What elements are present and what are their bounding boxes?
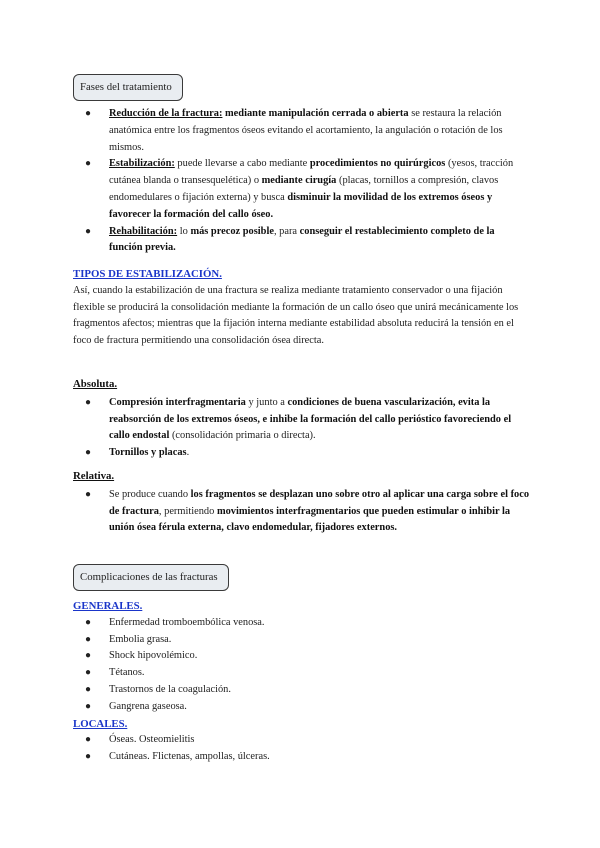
stabilization-paragraph: Así, cuando la estabilización de una fractura se realiza mediante tratamiento conservador o una fijación flexible se producirá la consolidación mediante la formación de un callo óseo que unirá mecánicamente los fragmentos afectos; mientras que la fijación interna mediante estabilidad absoluta reducirá la tensión en el foco de fractura permitiendo una consolidación ósea directa. <box>73 284 519 347</box>
list-item <box>73 156 530 223</box>
bullet-icon: ● <box>85 751 92 763</box>
item-text: lo <box>179 225 188 237</box>
bullet-icon: ● <box>85 108 92 119</box>
subheading-absolute: Absoluta. <box>73 378 118 390</box>
item-text: Trastornos de la coagulación. <box>109 683 231 695</box>
section-box-complications <box>73 564 229 591</box>
item-label: Rehabilitación: <box>109 225 178 237</box>
list-item <box>73 665 530 682</box>
item-text: Cutáneas. Flictenas, ampollas, úlceras. <box>109 751 270 763</box>
item-strong: disminuir la movilidad de los extremos óseos y favorecer la formación del callo óseo. <box>109 191 493 220</box>
subheading-relative: Relativa. <box>73 470 115 482</box>
section-box-title: Complicaciones de las fracturas <box>80 571 218 583</box>
item-text: Se produce cuando <box>109 488 189 500</box>
item-strong: los fragmentos se desplazan uno sobre otro al aplicar una carga sobre el foco de fractura <box>109 488 530 517</box>
item-label: Estabilización: <box>109 158 175 170</box>
item-text: , permitiendo <box>158 505 215 517</box>
item-text: Shock hipovolémico. <box>109 650 198 662</box>
item-text: y junto a <box>248 396 285 408</box>
item-text: se restaura la relación anatómica entre los fragmentos óseos evitando el acortamiento, la angulación o rotación de los mismos. <box>109 108 503 153</box>
list-item <box>73 224 530 258</box>
bullet-icon: ● <box>85 616 92 628</box>
item-text: Tétanos. <box>109 667 145 679</box>
bullet-icon: ● <box>85 734 92 746</box>
list-item <box>73 106 530 156</box>
item-strong: condiciones de buena vascularización, evita la reabsorción de los extremos óseos, e inhibe la formación del callo perióstico favoreciendo el callo endostal <box>109 396 512 442</box>
bullet-icon: ● <box>85 633 92 645</box>
list-item <box>73 648 530 665</box>
item-text: , para <box>273 225 298 237</box>
bullet-icon: ● <box>85 225 92 237</box>
absolute-section <box>73 376 530 462</box>
item-text: (consolidación primaria o directa). <box>171 430 316 442</box>
stabilization-section <box>73 266 530 350</box>
item-strong: mediante cirugía <box>261 175 337 187</box>
item-text: . <box>186 447 190 459</box>
list-item <box>73 615 530 632</box>
item-text: puede llevarse a cabo mediante <box>177 158 308 170</box>
item-text: Enfermedad tromboembólica venosa. <box>109 616 265 628</box>
item-text: (placas, tornillos a compresión, clavos endomedulares o fijación externa) y busca <box>109 175 499 203</box>
item-strong: mediante manipulación cerrada o abierta <box>225 108 409 119</box>
list-item <box>73 487 530 537</box>
item-strong: Tornillos y placas <box>109 447 187 459</box>
list-item <box>73 732 530 749</box>
bullet-icon: ● <box>85 396 92 408</box>
treatment-phases-list <box>73 106 530 257</box>
item-text: Embolia grasa. <box>109 633 172 645</box>
list-item <box>73 682 530 699</box>
item-strong: Compresión interfragmentaria <box>109 396 246 408</box>
subheading-local: LOCALES. <box>73 717 128 730</box>
bullet-icon: ● <box>85 650 92 662</box>
list-item <box>73 395 530 445</box>
item-text: Gangrena gaseosa. <box>109 700 187 712</box>
general-complications-section <box>73 598 530 766</box>
list-item <box>73 632 530 649</box>
item-strong: conseguir el restablecimiento completo de la función previa. <box>109 225 495 254</box>
list-item <box>73 699 530 716</box>
item-text: (yesos, tracción cutánea blanda o transesquelética) o <box>109 158 514 187</box>
subheading-general: GENERALES. <box>73 600 143 612</box>
item-label: Reducción de la fractura: <box>109 108 223 119</box>
bullet-icon: ● <box>85 158 92 170</box>
item-strong: procedimientos no quirúrgicos <box>309 158 446 170</box>
item-text: Óseas. Osteomielitis <box>109 734 195 746</box>
item-strong: movimientos interfragmentarios que pueden estimular o inhibir la unión ósea férula externa, clavo endomedular, fijadores externos. <box>109 505 511 534</box>
list-item <box>73 749 530 766</box>
bullet-icon: ● <box>85 488 92 500</box>
bullet-icon: ● <box>85 667 92 679</box>
section-box-treatment-phases <box>73 74 183 101</box>
bullet-icon: ● <box>85 683 92 695</box>
list-item <box>73 445 530 462</box>
bullet-icon: ● <box>85 447 92 459</box>
section-box-title: Fases del tratamiento <box>80 81 172 93</box>
section-heading-stabilization: TIPOS DE ESTABILIZACIÓN. <box>73 268 222 280</box>
relative-section <box>73 468 530 537</box>
item-strong: más precoz posible <box>190 225 274 237</box>
bullet-icon: ● <box>85 700 92 712</box>
